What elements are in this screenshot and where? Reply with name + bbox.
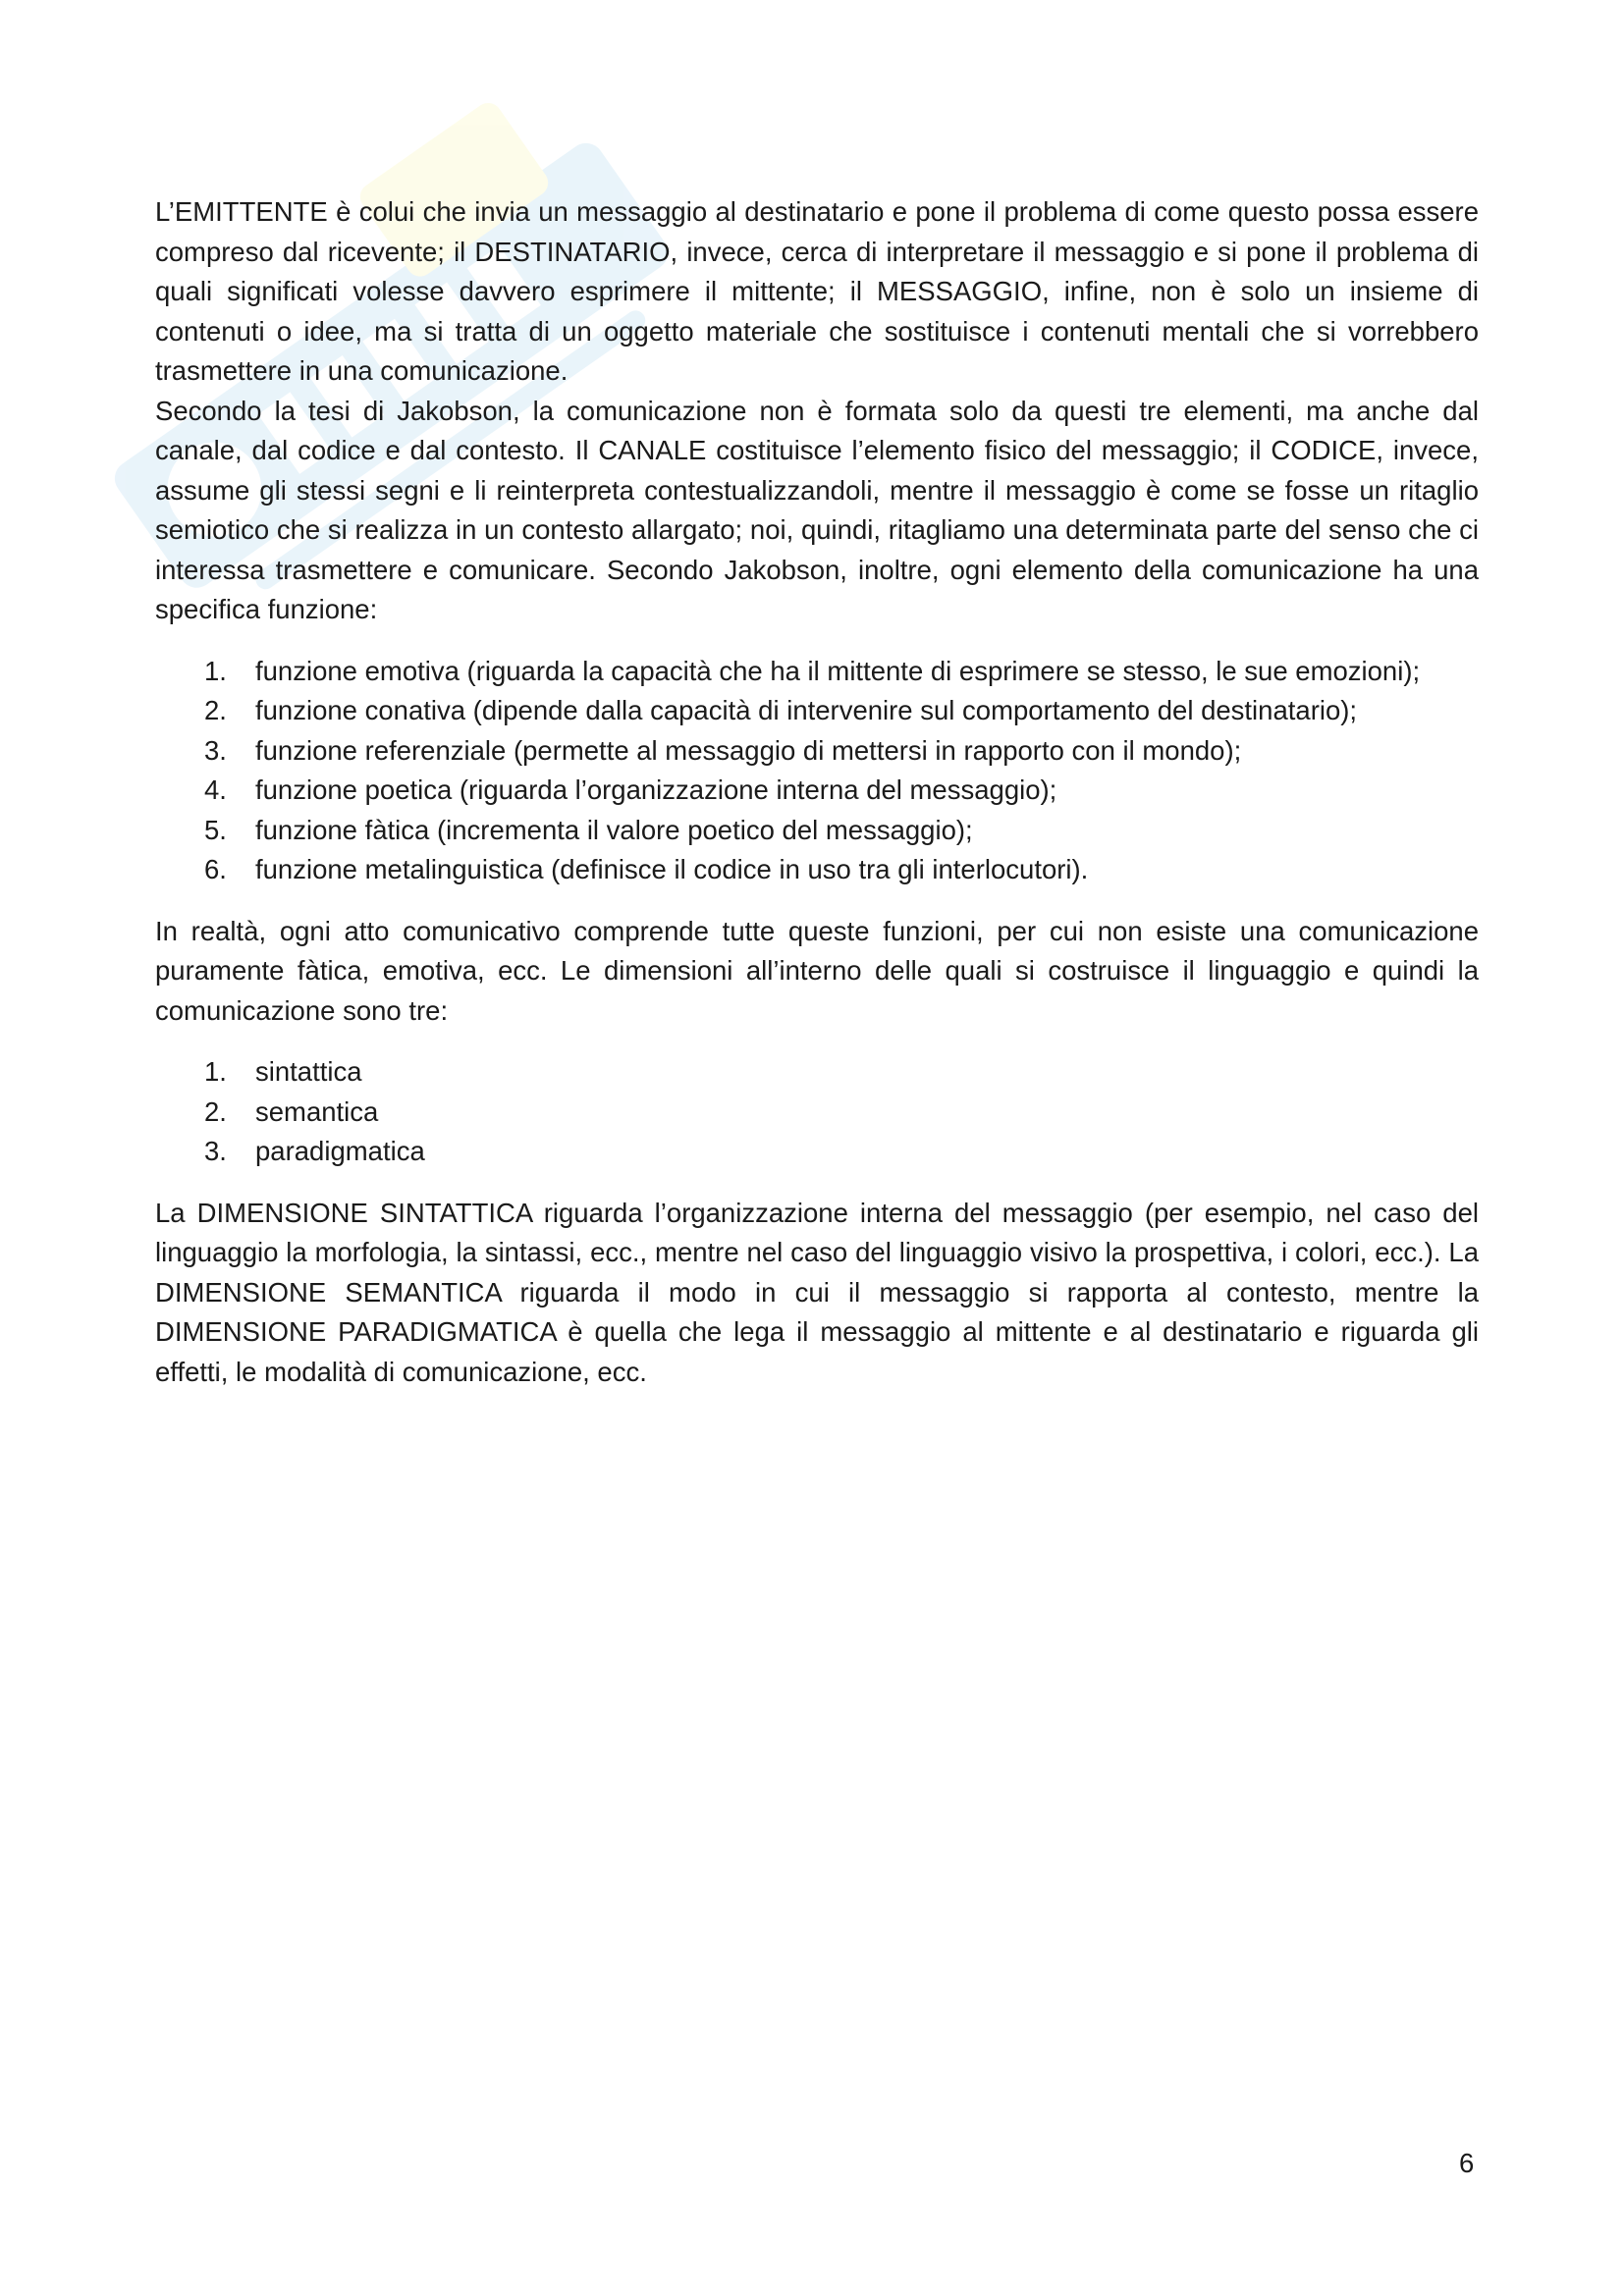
paragraph-emittente: L’EMITTENTE è colui che invia un messaggio al destinatario e pone il problema di come questo possa essere compreso dal ricevente; il DESTINATARIO, invece, cerca di interpretare il messaggio e si pone il problema di quali significati volesse davvero esprimere il mittente; il MESSAGGIO, infine, non è solo un insieme di contenuti o idee, ma si tratta di un oggetto materiale che sostituisce i contenuti mentali che si vorrebbero trasmettere in una comunicazione.: [155, 196, 1479, 386]
document-body: [155, 192, 1479, 1392]
list-text: funzione metalinguistica (definisce il codice in uso tra gli interlocutori).: [255, 854, 1089, 884]
functions-list: [155, 652, 1479, 890]
list-item: [155, 652, 1479, 692]
list-item: [155, 811, 1479, 851]
list-text: funzione fàtica (incrementa il valore poetico del messaggio);: [255, 814, 973, 845]
list-number: 6.: [204, 854, 227, 884]
paragraph-jakobson: Secondo la tesi di Jakobson, la comunicazione non è formata solo da questi tre elementi, ma anche dal canale, dal codice e dal contesto. Il CANALE costituisce l’elemento fisico del messaggio; il CODICE, invece, assume gli stessi segni e li reinterpreta contestualizzandoli, mentre il messaggio è come se fosse un ritaglio semiotico che si realizza in un contesto allargato; noi, quindi, ritagliamo una determinata parte del senso che ci interessa trasmettere e comunicare. Secondo Jakobson, inoltre, ogni elemento della comunicazione ha una specifica funzione:: [155, 395, 1479, 624]
list-number: 2.: [204, 695, 227, 725]
dimensions-list: [155, 1052, 1479, 1172]
list-number: 2.: [204, 1095, 227, 1127]
list-number: 4.: [204, 774, 227, 805]
list-item: [155, 1052, 1479, 1093]
list-text: funzione conativa (dipende dalla capacità di intervenire sul comportamento del destinatario);: [255, 695, 1358, 725]
list-text: paradigmatica: [255, 1136, 425, 1166]
paragraph-dimensione-sintattica: La DIMENSIONE SINTATTICA riguarda l’organizzazione interna del messaggio (per esempio, nel caso del linguaggio la morfologia, la sintassi, ecc., mentre nel caso del linguaggio visivo la prospettiva, i colori, ecc.). La DIMENSIONE SEMANTICA riguarda il modo in cui il messaggio si rapporta al contesto, mentre la DIMENSIONE PARADIGMATICA è quella che lega il messaggio al mittente e al destinatario e riguarda gli effetti, le modalità di comunicazione, ecc.: [155, 1197, 1479, 1387]
paragraph-dimensioni: In realtà, ogni atto comunicativo comprende tutte queste funzioni, per cui non esiste una comunicazione puramente fàtica, emotiva, ecc. Le dimensioni all’interno delle quali si costruisce il linguaggio e quindi la comunicazione sono tre:: [155, 915, 1479, 1026]
list-number: 1.: [204, 1056, 227, 1087]
list-text: funzione emotiva (riguarda la capacità che ha il mittente di esprimere se stesso, le sue emozioni);: [255, 655, 1421, 686]
list-text: sintattica: [255, 1056, 362, 1087]
list-text: funzione referenziale (permette al messaggio di mettersi in rapporto con il mondo);: [255, 734, 1242, 766]
list-text: funzione poetica (riguarda l’organizzazione interna del messaggio);: [255, 774, 1057, 805]
list-text: semantica: [255, 1095, 379, 1127]
list-number: 1.: [204, 655, 227, 686]
list-item: [155, 731, 1479, 772]
page-number: 6: [1459, 2148, 1475, 2178]
list-number: 3.: [204, 1136, 227, 1166]
list-item: [155, 691, 1479, 731]
list-item: [155, 1132, 1479, 1172]
list-item: [155, 1093, 1479, 1133]
list-number: 5.: [204, 814, 227, 845]
list-item: [155, 850, 1479, 890]
list-item: [155, 771, 1479, 811]
list-number: 3.: [204, 734, 227, 766]
